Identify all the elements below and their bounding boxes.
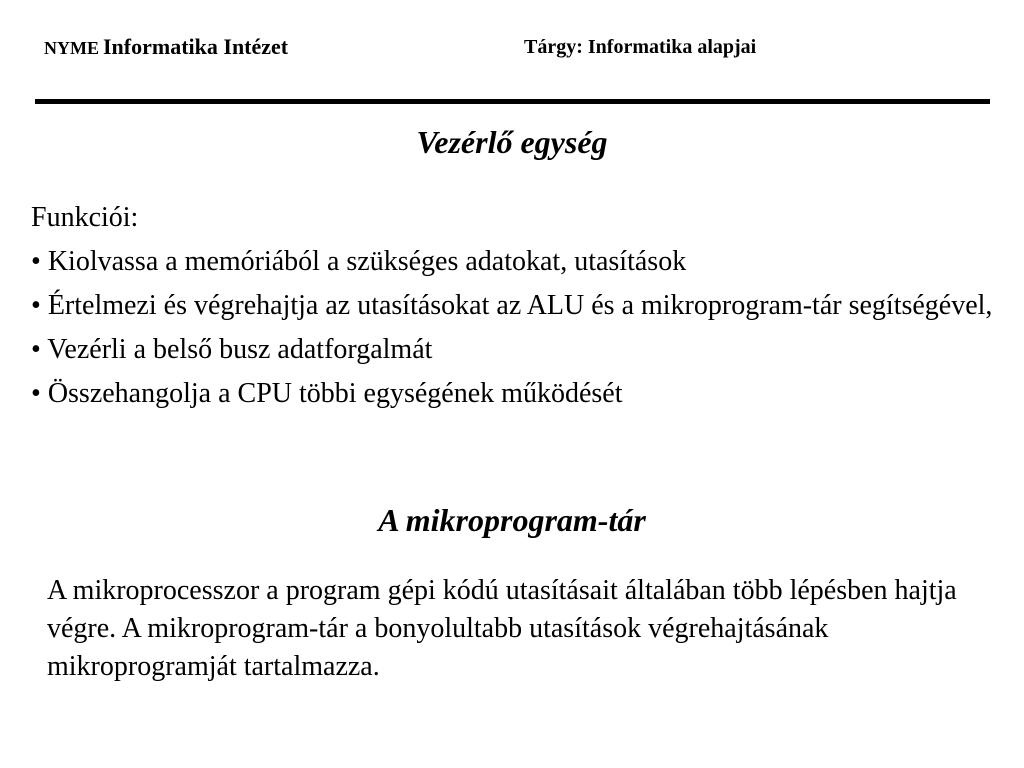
function-bullet-text: Kiolvassa a memóriából a szükséges adatokat, utasítások [47,246,687,277]
functions-intro: Funkciói: [31,202,139,233]
function-bullet-item [31,289,1001,323]
institute-label [44,34,288,60]
functions-list [31,201,1001,421]
org-name: Informatika Intézet [103,34,289,59]
function-bullet-item [31,245,1001,279]
org-abbreviation: NYME [44,38,99,58]
function-bullet-item [31,333,1001,367]
function-bullet-item [31,377,1001,411]
section-title-control-unit: Vezérlő egység [416,124,608,160]
microprogram-description: A mikroprocesszor a program gépi kódú utasításait általában több lépésben hajtja végre. A mikroprogram-tár a bonyolultabb utasítások végrehajtásának mikroprogramját tartalmazza. [47,575,957,682]
section-title-microprogram-store: A mikroprogram-tár [378,502,646,538]
header-divider [35,99,990,104]
function-bullet-text: Vezérli a belső busz adatforgalmát [47,334,433,365]
function-bullet-text: Összehangolja a CPU többi egységének működését [47,378,623,409]
function-bullet-text: Értelmezi és végrehajtja az utasításokat az ALU és a mikroprogram-tár segítségével, [47,290,993,321]
subject-label: Tárgy: Informatika alapjai [524,36,757,58]
